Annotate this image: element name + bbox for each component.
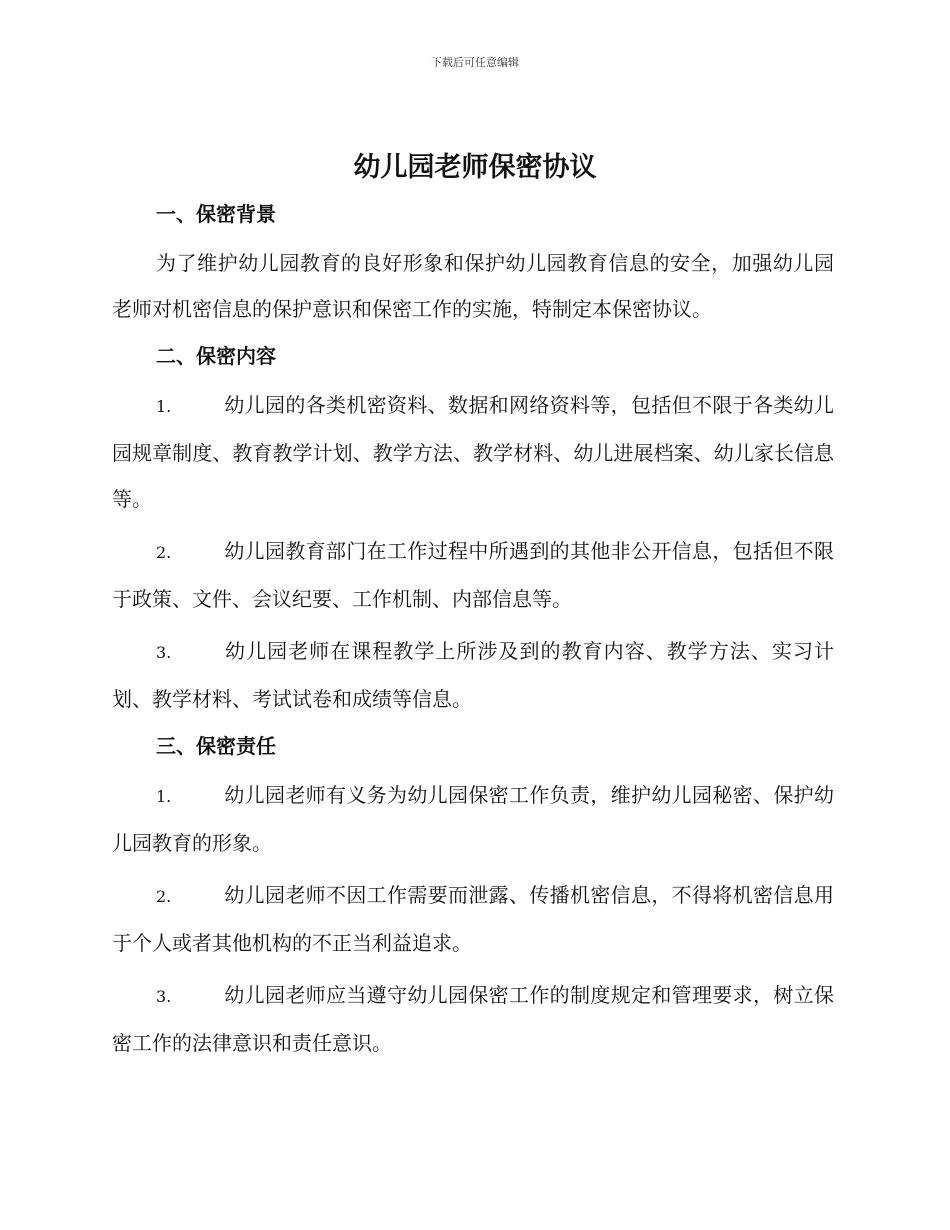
- list-item: [112, 972, 834, 1066]
- list-item-number: 2.: [156, 543, 172, 562]
- section-heading: 一、保密背景: [156, 202, 276, 226]
- document-body: [112, 194, 834, 1066]
- list-item-number: 2.: [156, 887, 172, 906]
- section-paragraph: 为了维护幼儿园教育的良好形象和保护幼儿园教育信息的安全，加强幼儿园老师对机密信息的保护意识和保密工作的实施，特制定本保密协议。: [112, 251, 834, 321]
- list-item-text: 幼儿园老师应当遵守幼儿园保密工作的制度规定和管理要求，树立保密工作的法律意识和责任意识。: [112, 983, 834, 1055]
- section-heading: 二、保密内容: [156, 344, 276, 368]
- list-item-number: 3.: [156, 643, 172, 662]
- list-item-text: 幼儿园的各类机密资料、数据和网络资料等，包括但不限于各类幼儿园规章制度、教育教学计划、教学方法、教学材料、幼儿进展档案、幼儿家长信息等。: [112, 393, 834, 511]
- list-item-text: 幼儿园老师有义务为幼儿园保密工作负责，维护幼儿园秘密、保护幼儿园教育的形象。: [112, 783, 834, 855]
- list-item: [112, 772, 834, 866]
- section-responsibility: [112, 726, 834, 1066]
- document-title: 幼儿园老师保密协议: [353, 152, 597, 183]
- section-heading: 三、保密责任: [156, 734, 276, 758]
- page-header-note: 下载后可任意编辑: [431, 56, 519, 69]
- list-item: [112, 382, 834, 522]
- section-content: [112, 336, 834, 722]
- list-item-text: 幼儿园老师不因工作需要而泄露、传播机密信息，不得将机密信息用于个人或者其他机构的不正当利益追求。: [112, 883, 834, 955]
- list-item: [112, 628, 834, 722]
- list-item: [112, 872, 834, 966]
- list-item-text: 幼儿园老师在课程教学上所涉及到的教育内容、教学方法、实习计划、教学材料、考试试卷和成绩等信息。: [112, 639, 834, 711]
- list-item-number: 1.: [156, 787, 172, 806]
- list-item-text: 幼儿园教育部门在工作过程中所遇到的其他非公开信息，包括但不限于政策、文件、会议纪要、工作机制、内部信息等。: [112, 539, 834, 611]
- section-background: [112, 194, 834, 332]
- list-item-number: 1.: [156, 397, 172, 416]
- list-item-number: 3.: [156, 987, 172, 1006]
- list-item: [112, 528, 834, 622]
